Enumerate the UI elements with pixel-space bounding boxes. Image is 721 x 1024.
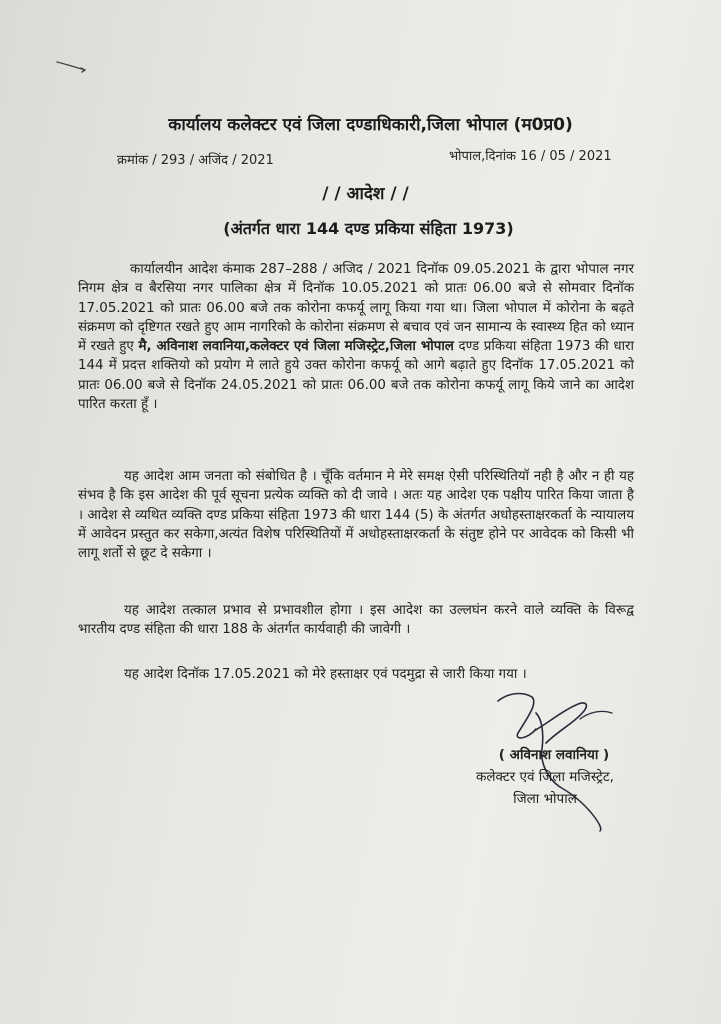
signatory-district: जिला भोपाल xyxy=(513,791,577,807)
reference-number: क्रमांक / 293 / अजिंद / 2021 xyxy=(117,153,274,168)
place-date: भोपाल,दिनांक 16 / 05 / 2021 xyxy=(449,149,612,164)
signatory-block xyxy=(430,744,660,810)
paragraph-1 xyxy=(78,260,634,414)
order-heading: / / आदेश / / xyxy=(322,184,409,204)
paragraph-3: यह आदेश तत्काल प्रभाव से प्रभावशील होगा । इस आदेश का उल्लघंन करने वाले व्यक्ति के विरूद्व भारतीय दण्ड संहिता की धारा 188 के अंतर्गत कार्यवाही की जावेगी । xyxy=(78,603,634,638)
office-title: कार्यालय कलेक्टर एवं जिला दण्डाधिकारी,जिला भोपाल (म0प्र0) xyxy=(168,115,573,135)
paragraph-2: यह आदेश आम जनता को संबोधित है । चूँकि वर्तमान मे मेरे समक्ष ऐसी परिस्थितियॉ नही है और न ही यह संभव है कि इस आदेश की पूर्व सूचना प्रत्येक व्यक्ति को दी जावे । अतः यह आदेश एक पक्षीय पारित किया जाता है । आदेश से व्यथित व्यक्ति दण्ड प्रकिया संहिता 1973 की धारा 144 (5) के अंतर्गत अधोहस्ताक्षरकर्ता के न्यायालय में आवेदन प्रस्तुत कर सकेगा,अत्यंत विशेष परिस्थितियों में अधोहस्ताक्षरकर्ता के संतुष्ट होने पर आवेदक को किसी भी लागू शर्तो से छूट दे सकेगा । xyxy=(78,469,634,562)
paragraph-4: यह आदेश दिनॉक 17.05.2021 को मेरे हस्ताक्षर एवं पदमुद्रा से जारी किया गया । xyxy=(124,667,527,682)
signatory-name: ( अविनाश लवानिया ) xyxy=(498,747,610,763)
paragraph-1-part-2: दण्ड प्रकिया संहिता 1973 की धारा 144 में प्रदत्त शक्तियो को प्रयोग मे लाते हुये उक्त कोरोना कफर्यू को आगे बढ़ाते हुए दिनॉक 17.05.2021 को प्रातः 06.00 बजे से दिनॉक 24.05.2021 को प्रातः 06.00 बजे तक कोरोना कफर्यू लागू किये जाने का आदेश पारित करता हूँ । xyxy=(78,339,635,413)
signatory-designation: कलेक्टर एवं जिला मजिस्ट्रेट, xyxy=(476,769,614,785)
order-subheading: (अंतर्गत धारा 144 दण्ड प्रकिया संहिता 1973) xyxy=(223,219,514,238)
paragraph-1-bold: मै, अविनाश लवानिया,कलेक्टर एवं जिला मजिस्ट्रेट,जिला भोपाल xyxy=(138,339,454,355)
pen-mark-icon xyxy=(55,58,89,74)
paragraph-1-part-1: कार्यालयीन आदेश कंमाक 287–288 / अजिद / 2021 दिनॉक 09.05.2021 के द्वारा भोपाल नगर निगम क्षेत्र व बैरसिया नगर पालिका क्षेत्र में दिनॉक 10.05.2021 को प्रातः 06.00 बजे से सोमवार दिनॉक 17.05.2021 को प्रातः 06.00 बजे तक कोरोना कफर्यू लागू किया गया था। जिला भोपाल में कोरोना के बढ़ते संक्रमण को दृष्टिगत रखते हुए आम नागरिको के कोरोना संक्रमण से बचाव एवं जन सामान्य के स्वास्थ्य हित को ध्यान में रखते हुए xyxy=(78,262,634,355)
